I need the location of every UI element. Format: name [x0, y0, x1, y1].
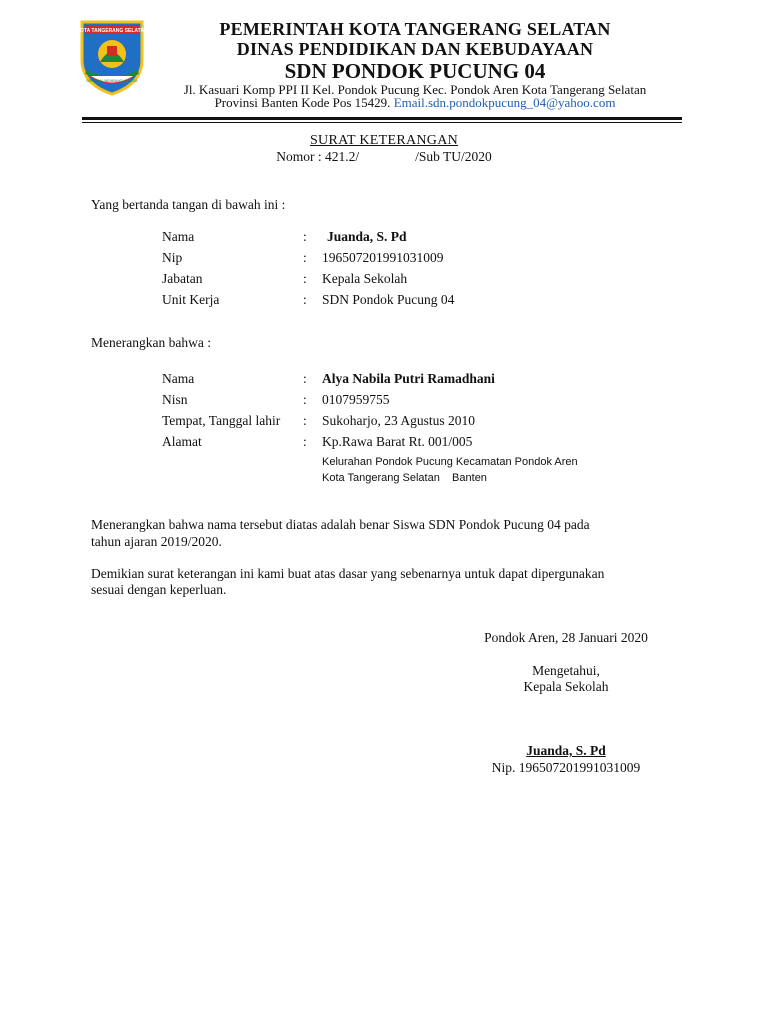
signature-acknowledged: Mengetahui,	[532, 663, 600, 678]
field-value: SDN Pondok Pucung 04	[322, 292, 455, 307]
letterhead-divider-thin	[82, 122, 682, 123]
body-paragraph-2-line2: sesuai dengan keperluan.	[91, 582, 227, 597]
letterhead-province: Provinsi Banten Kode Pos 15429.	[214, 95, 391, 110]
letterhead-address: Jl. Kasuari Komp PPI II Kel. Pondok Pucung Kec. Pondok Aren Kota Tangerang Selatan	[183, 82, 647, 97]
field-value: 196507201991031009	[322, 250, 444, 265]
field-label: Nisn	[162, 392, 188, 407]
letterhead-email-link[interactable]: Email.sdn.pondokpucung_04@yahoo.com	[393, 95, 616, 110]
letter-title: SURAT KETERANGAN	[309, 133, 459, 148]
body-paragraph-1-line2: tahun ajaran 2019/2020.	[91, 534, 222, 549]
field-colon: :	[303, 292, 307, 307]
address-line-3: Kota Tangerang Selatan Banten	[322, 472, 487, 484]
letterhead-government: PEMERINTAH KOTA TANGERANG SELATAN	[219, 19, 611, 39]
field-label: Nama	[162, 371, 195, 386]
letter-number	[150, 149, 618, 165]
address-line-2: Kelurahan Pondok Pucung Kecamatan Pondok Aren	[322, 456, 578, 468]
field-colon: :	[303, 434, 307, 449]
field-colon: :	[303, 271, 307, 286]
field-label: Tempat, Tanggal lahir	[162, 413, 281, 428]
field-label: Jabatan	[162, 271, 203, 286]
field-colon: :	[303, 413, 307, 428]
signature-name: Juanda, S. Pd	[526, 743, 606, 758]
field-value: Sukoharjo, 23 Agustus 2010	[322, 413, 476, 428]
field-label: Nama	[162, 229, 195, 244]
signature-nip: Nip. 196507201991031009	[491, 760, 641, 775]
signature-place-date: Pondok Aren, 28 Januari 2020	[484, 630, 648, 645]
field-colon: :	[303, 250, 307, 265]
city-emblem-logo	[76, 16, 148, 96]
logo-banner-text: KOTA TANGERANG SELATAN	[76, 28, 148, 34]
field-label: Nip	[162, 250, 183, 265]
letterhead-school: SDN PONDOK PUCUNG 04	[284, 59, 546, 83]
field-value: 0107959755	[322, 392, 390, 407]
field-value: Kepala Sekolah	[322, 271, 408, 286]
field-label: Alamat	[162, 434, 202, 449]
field-colon: :	[303, 229, 307, 244]
body-paragraph-1-line1: Menerangkan bahwa nama tersebut diatas adalah benar Siswa SDN Pondok Pucung 04 pada	[91, 517, 590, 532]
field-colon: :	[303, 371, 307, 386]
body-paragraph-2-line1: Demikian surat keterangan ini kami buat atas dasar yang sebenarnya untuk dapat dipergunakan	[91, 566, 605, 581]
field-label: Unit Kerja	[162, 292, 220, 307]
field-value: Juanda, S. Pd	[327, 229, 407, 244]
letter-number-suffix: /Sub TU/2020	[415, 149, 492, 164]
field-colon: :	[303, 392, 307, 407]
field-value: Alya Nabila Putri Ramadhani	[322, 371, 495, 386]
declares-text: Menerangkan bahwa :	[91, 335, 211, 350]
signature-position: Kepala Sekolah	[523, 679, 609, 694]
letterhead-address-line2	[150, 95, 680, 111]
logo-motto-text: BERSAMA MEMBANGUN KOTA	[86, 79, 138, 83]
field-value: Kp.Rawa Barat Rt. 001/005	[322, 434, 473, 449]
letter-number-prefix: Nomor : 421.2/	[276, 149, 360, 164]
letterhead-department: DINAS PENDIDIKAN DAN KEBUDAYAAN	[236, 39, 594, 59]
letterhead-divider-thick	[82, 117, 682, 120]
intro-text: Yang bertanda tangan di bawah ini :	[91, 197, 286, 212]
